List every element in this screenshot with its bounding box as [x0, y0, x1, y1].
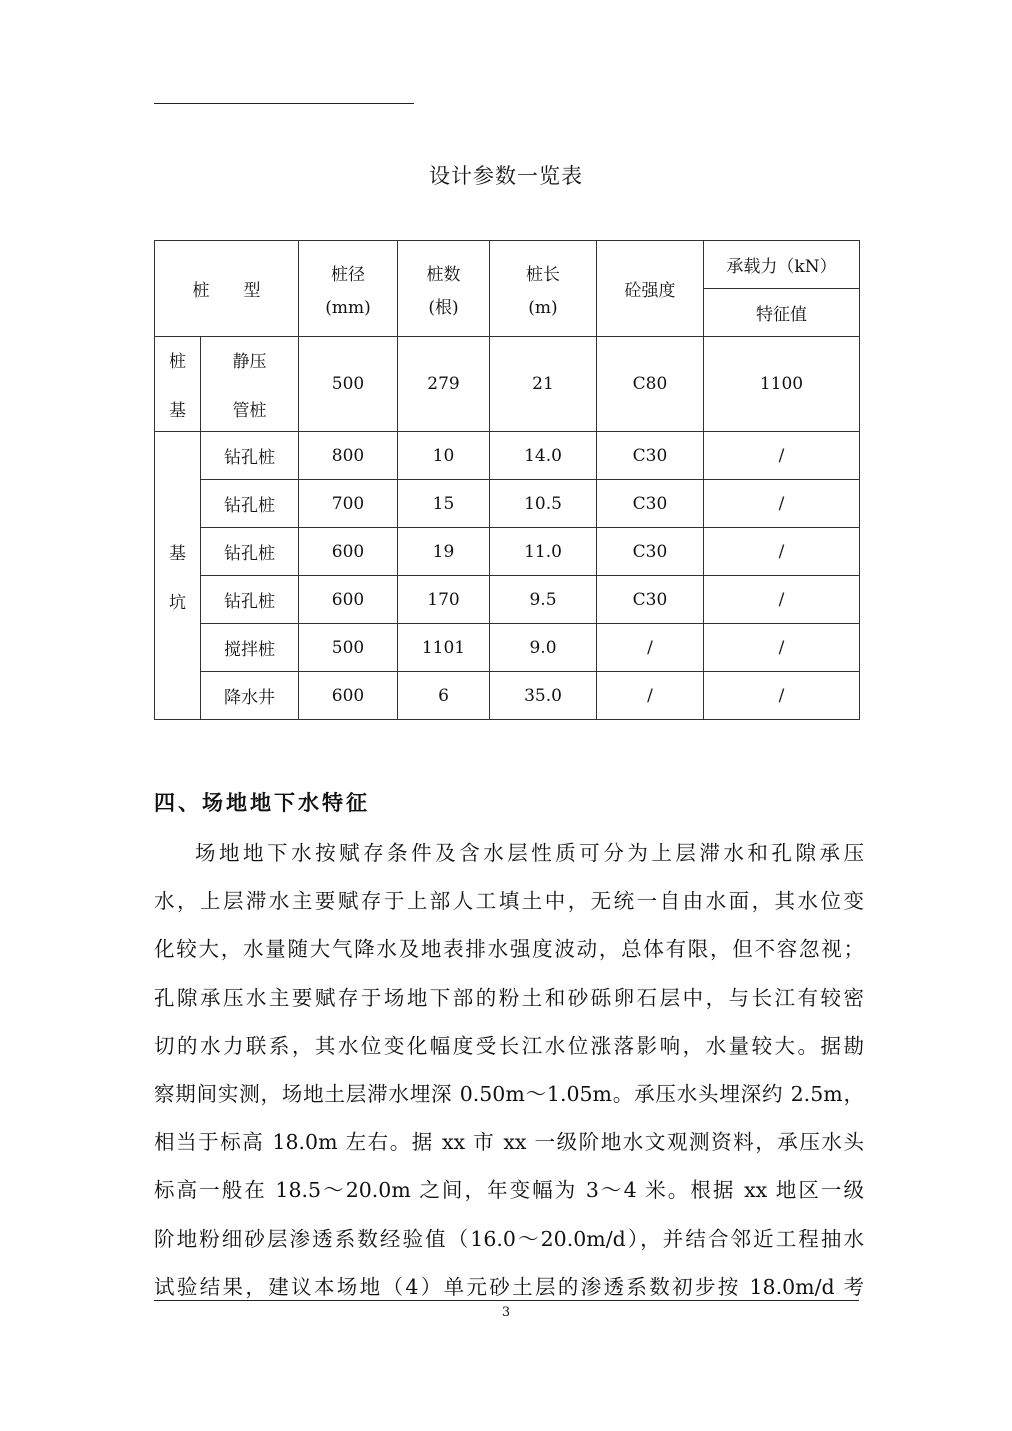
paragraph-line: 察期间实测，场地土层滞水埋深 0.50m～1.05m。承压水头埋深约 2.5m，	[154, 1081, 864, 1106]
paragraph-line: 阶地粉细砂层渗透系数经验值（16.0～20.0m/d），并结合邻近工程抽水	[154, 1226, 864, 1251]
header-length-unit: (m)	[528, 297, 558, 318]
cell-diameter: 600	[299, 576, 398, 624]
table-row	[155, 624, 860, 672]
paragraph-line: 场地地下水按赋存条件及含水层性质可分为上层滞水和孔隙承压	[195, 841, 864, 865]
header-diameter	[299, 241, 398, 337]
header-diameter-label: 桩径	[331, 264, 365, 285]
cell-length: 10.5	[490, 480, 597, 528]
cell-concrete: C80	[597, 337, 704, 432]
cell-diameter: 600	[299, 672, 398, 720]
paragraph-line: 标高一般在 18.5～20.0m 之间，年变幅为 3～4 米。根据 xx 地区一级	[154, 1178, 864, 1203]
header-count-unit: (根)	[428, 297, 459, 318]
cell-concrete: C30	[597, 432, 704, 480]
cell-count: 19	[398, 528, 490, 576]
header-length-label: 桩长	[526, 264, 560, 285]
cell-diameter: 800	[299, 432, 398, 480]
cell-count: 1101	[398, 624, 490, 672]
cell-length: 11.0	[490, 528, 597, 576]
cell-count: 15	[398, 480, 490, 528]
cell-type: 钻孔桩	[201, 432, 299, 480]
bottom-rule	[154, 1300, 859, 1301]
paragraph-line: 孔隙承压水主要赋存于场地下部的粉土和砂砾卵石层中，与长江有较密	[154, 985, 864, 1010]
body-paragraph	[154, 829, 864, 1311]
table-title: 设计参数一览表	[429, 164, 583, 188]
table-header-row	[155, 241, 860, 289]
table-row-static-pile	[155, 337, 860, 432]
group-label-pile-foundation	[155, 337, 201, 432]
group2-label-top: 基	[169, 543, 186, 564]
cell-type: 钻孔桩	[201, 480, 299, 528]
header-diameter-unit: (mm)	[325, 297, 371, 318]
cell-capacity: /	[704, 576, 860, 624]
cell-capacity: 1100	[704, 337, 860, 432]
header-count-label: 桩数	[426, 264, 461, 285]
paragraph-line: 试验结果，建议本场地（4）单元砂土层的渗透系数初步按 18.0m/d 考	[154, 1274, 864, 1299]
paragraph-line: 切的水力联系，其水位变化幅度受长江水位涨落影响，水量较大。据勘	[154, 1033, 864, 1058]
cell-capacity: /	[704, 432, 860, 480]
table-row	[155, 576, 860, 624]
cell-length: 14.0	[490, 432, 597, 480]
cell-type: 搅拌桩	[201, 624, 299, 672]
group1-type-bottom: 管桩	[232, 401, 267, 421]
group1-label-top: 桩	[169, 352, 186, 372]
cell-length: 35.0	[490, 672, 597, 720]
design-parameters-table	[154, 240, 860, 720]
cell-capacity: /	[704, 672, 860, 720]
cell-concrete: /	[597, 672, 704, 720]
cell-type	[201, 337, 299, 432]
cell-length: 21	[490, 337, 597, 432]
cell-count: 279	[398, 337, 490, 432]
cell-capacity: /	[704, 480, 860, 528]
header-count	[398, 241, 490, 337]
cell-type: 降水井	[201, 672, 299, 720]
header-concrete: 砼强度	[597, 241, 704, 337]
top-rule	[154, 103, 414, 104]
header-pile-type: 桩 型	[155, 241, 299, 337]
cell-length: 9.5	[490, 576, 597, 624]
group2-label-bottom: 坑	[169, 592, 186, 613]
cell-capacity: /	[704, 624, 860, 672]
cell-type: 钻孔桩	[201, 528, 299, 576]
cell-concrete: /	[597, 624, 704, 672]
cell-diameter: 700	[299, 480, 398, 528]
cell-count: 10	[398, 432, 490, 480]
group1-type-top: 静压	[232, 352, 267, 372]
page-number: 3	[501, 1305, 511, 1320]
cell-type: 钻孔桩	[201, 576, 299, 624]
table-row	[155, 672, 860, 720]
header-length	[490, 241, 597, 337]
group1-label-bottom: 基	[169, 401, 186, 421]
paragraph-line: 化较大，水量随大气降水及地表排水强度波动，总体有限，但不容忽视；	[154, 937, 864, 962]
table-row	[155, 432, 860, 480]
table-row	[155, 480, 860, 528]
header-capacity: 承载力（kN）	[704, 241, 860, 289]
cell-diameter: 500	[299, 624, 398, 672]
paragraph-line: 水，上层滞水主要赋存于上部人工填土中，无统一自由水面，其水位变	[154, 889, 864, 914]
cell-concrete: C30	[597, 576, 704, 624]
cell-count: 6	[398, 672, 490, 720]
cell-concrete: C30	[597, 528, 704, 576]
section-heading: 四、场地地下水特征	[154, 791, 370, 815]
cell-capacity: /	[704, 528, 860, 576]
cell-diameter: 600	[299, 528, 398, 576]
cell-length: 9.0	[490, 624, 597, 672]
group-label-foundation-pit	[155, 432, 201, 720]
paragraph-line: 相当于标高 18.0m 左右。据 xx 市 xx 一级阶地水文观测资料，承压水头	[154, 1130, 864, 1155]
cell-concrete: C30	[597, 480, 704, 528]
cell-diameter: 500	[299, 337, 398, 432]
table-row	[155, 528, 860, 576]
header-capacity-sub: 特征值	[704, 289, 860, 337]
cell-count: 170	[398, 576, 490, 624]
